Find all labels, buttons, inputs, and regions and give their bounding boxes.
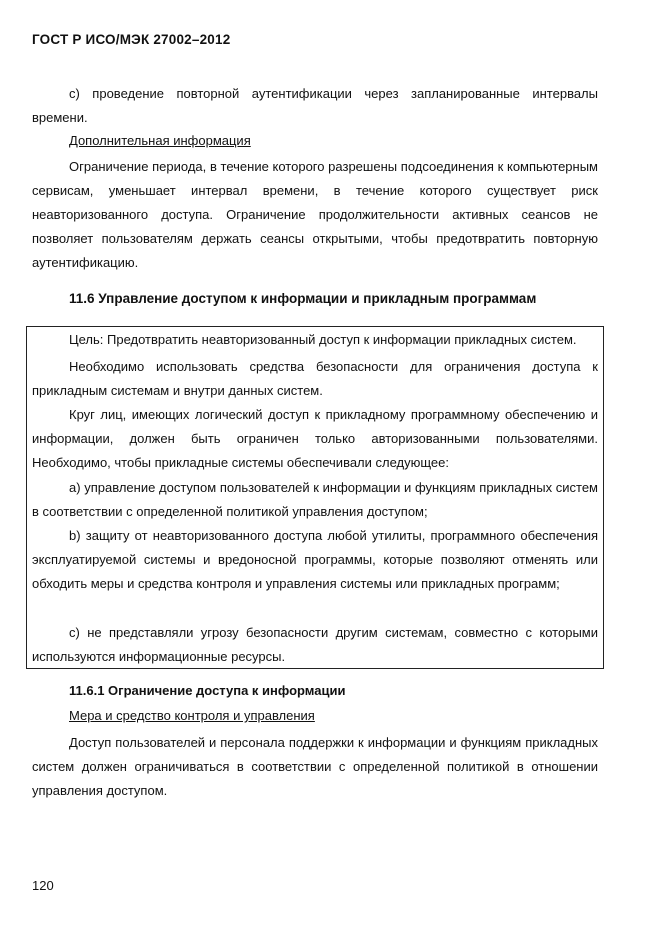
control-text: Доступ пользователей и персонала поддержки к информации и функциям прикладных систем должен ограничиваться в соответствии с определенной политикой в отношении управления доступом. <box>32 735 598 799</box>
objective-paragraph-1: Необходимо использовать средства безопасности для ограничения доступа к прикладным системам и внутри данных систем. <box>32 359 598 399</box>
objective-item-b: b) защиту от неавторизованного доступа любой утилиты, программного обеспечения эксплуатируемой системы и вредоносной программы, которые позволяют отменять или обходить меры и средства контроля и управления системы или прикладных программ; <box>32 528 598 592</box>
extra-info-text: Ограничение периода, в течение которого разрешены подсоединения к компьютерным сервисам, уменьшает интервал времени, в течение которого существует риск неавторизованного доступа. Ограничение продолжительности активных сеансов не позволяет пользователям держать сеансы открытыми, чтобы предотвратить повторную аутентификацию. <box>32 159 598 271</box>
objective-item-c: с) не представляли угрозу безопасности другим системам, совместно с которыми используются информационные ресурсы. <box>32 625 598 665</box>
subsection-heading: 11.6.1 Ограничение доступа к информации <box>69 683 346 698</box>
section-heading: 11.6 Управление доступом к информации и прикладным программам <box>69 291 537 306</box>
item-c-reauth: с) проведение повторной аутентификации через запланированные интервалы времени. <box>32 86 598 126</box>
document-header: ГОСТ Р ИСО/МЭК 27002–2012 <box>32 32 231 47</box>
objective-paragraph-2: Круг лиц, имеющих логический доступ к прикладному программному обеспечению и информации, должен быть ограничен только авторизованными пользователями. Необходимо, чтобы прикладные системы обеспечивали следующее: <box>32 407 598 471</box>
objective-goal: Цель: Предотвратить неавторизованный доступ к информации прикладных систем. <box>69 332 577 347</box>
page-number: 120 <box>32 878 54 893</box>
control-heading: Мера и средство контроля и управления <box>69 708 315 723</box>
objective-item-a: а) управление доступом пользователей к информации и функциям прикладных систем в соответствии с определенной политикой управления доступом; <box>32 480 598 520</box>
extra-info-heading: Дополнительная информация <box>69 133 251 148</box>
objective-box <box>26 326 604 669</box>
